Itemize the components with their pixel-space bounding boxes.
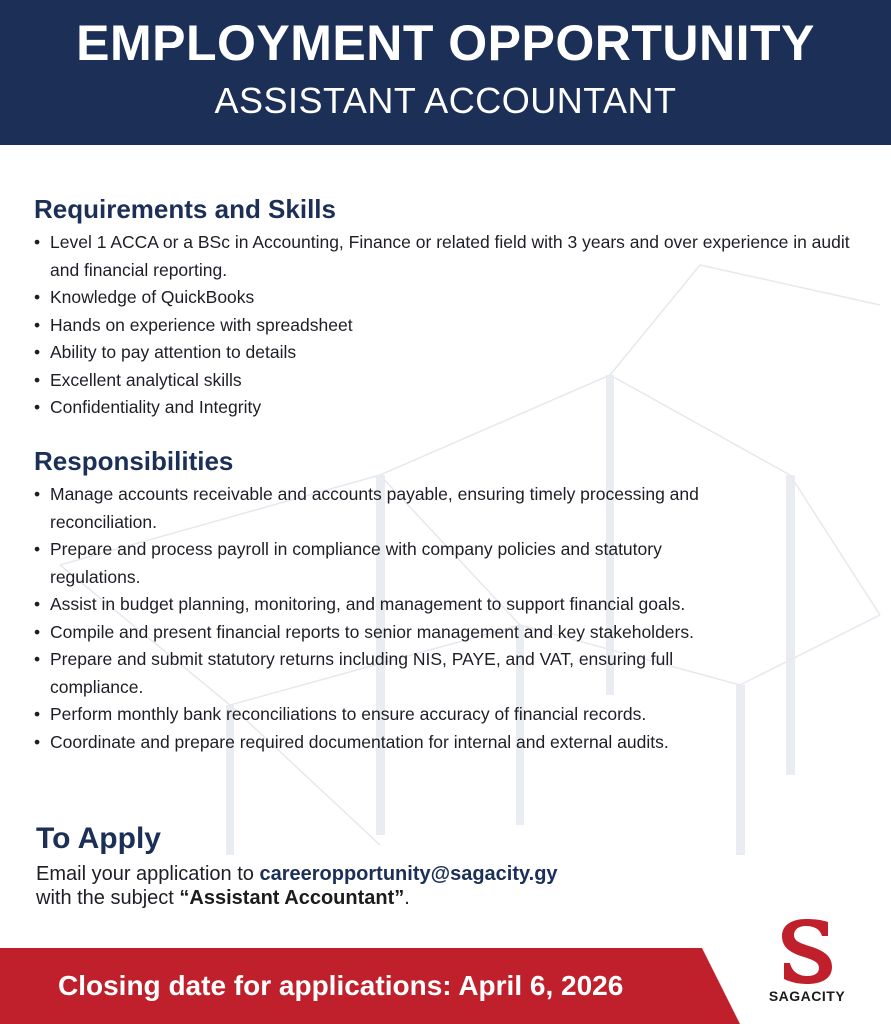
apply-line1-prefix: Email your application to: [36, 863, 260, 885]
list-item: • Assist in budget planning, monitoring, and management to support financial goals.: [34, 591, 754, 619]
list-item: • Manage accounts receivable and accounts payable, ensuring timely processing and reconciliation.: [34, 481, 754, 536]
sagacity-logo: [752, 916, 862, 1004]
apply-subject: “Assistant Accountant”: [179, 887, 405, 909]
apply-email-link[interactable]: careeropportunity@sagacity.gy: [259, 863, 558, 885]
list-item: • Hands on experience with spreadsheet: [34, 312, 864, 340]
apply-line2-prefix: with the subject: [36, 887, 180, 909]
list-item: • Knowledge of QuickBooks: [34, 284, 864, 312]
responsibilities-heading: Responsibilities: [34, 446, 234, 476]
apply-instructions: [36, 862, 558, 910]
list-item: • Ability to pay attention to details: [34, 339, 864, 367]
responsibilities-list: [34, 481, 754, 756]
job-title: ASSISTANT ACCOUNTANT: [214, 80, 677, 121]
list-item: • Excellent analytical skills: [34, 367, 864, 395]
apply-section: [36, 822, 558, 910]
apply-line2-suffix: .: [404, 887, 410, 909]
responsibilities-section: [34, 446, 864, 756]
sagacity-s-icon: [776, 916, 838, 986]
requirements-section: [34, 194, 864, 422]
requirements-list: [34, 229, 864, 422]
requirements-heading: Requirements and Skills: [34, 194, 336, 224]
header-banner: [0, 0, 891, 145]
logo-name: SAGACITY: [768, 988, 846, 1004]
list-item: • Prepare and process payroll in compliance with company policies and statutory regulations.: [34, 536, 754, 591]
list-item: • Compile and present financial reports to senior management and key stakeholders.: [34, 619, 754, 647]
list-item: • Perform monthly bank reconciliations to ensure accuracy of financial records.: [34, 701, 754, 729]
closing-date-text: Closing date for applications: April 6, 2026: [58, 970, 624, 1001]
list-item: • Coordinate and prepare required documentation for internal and external audits.: [34, 729, 754, 757]
list-item: • Confidentiality and Integrity: [34, 394, 864, 422]
list-item: • Prepare and submit statutory returns including NIS, PAYE, and VAT, ensuring full compliance.: [34, 646, 754, 701]
page-title: EMPLOYMENT OPPORTUNITY: [76, 15, 815, 71]
apply-heading: To Apply: [36, 822, 161, 855]
list-item: • Level 1 ACCA or a BSc in Accounting, Finance or related field with 3 years and over experience in audit and financial reporting.: [34, 229, 864, 284]
